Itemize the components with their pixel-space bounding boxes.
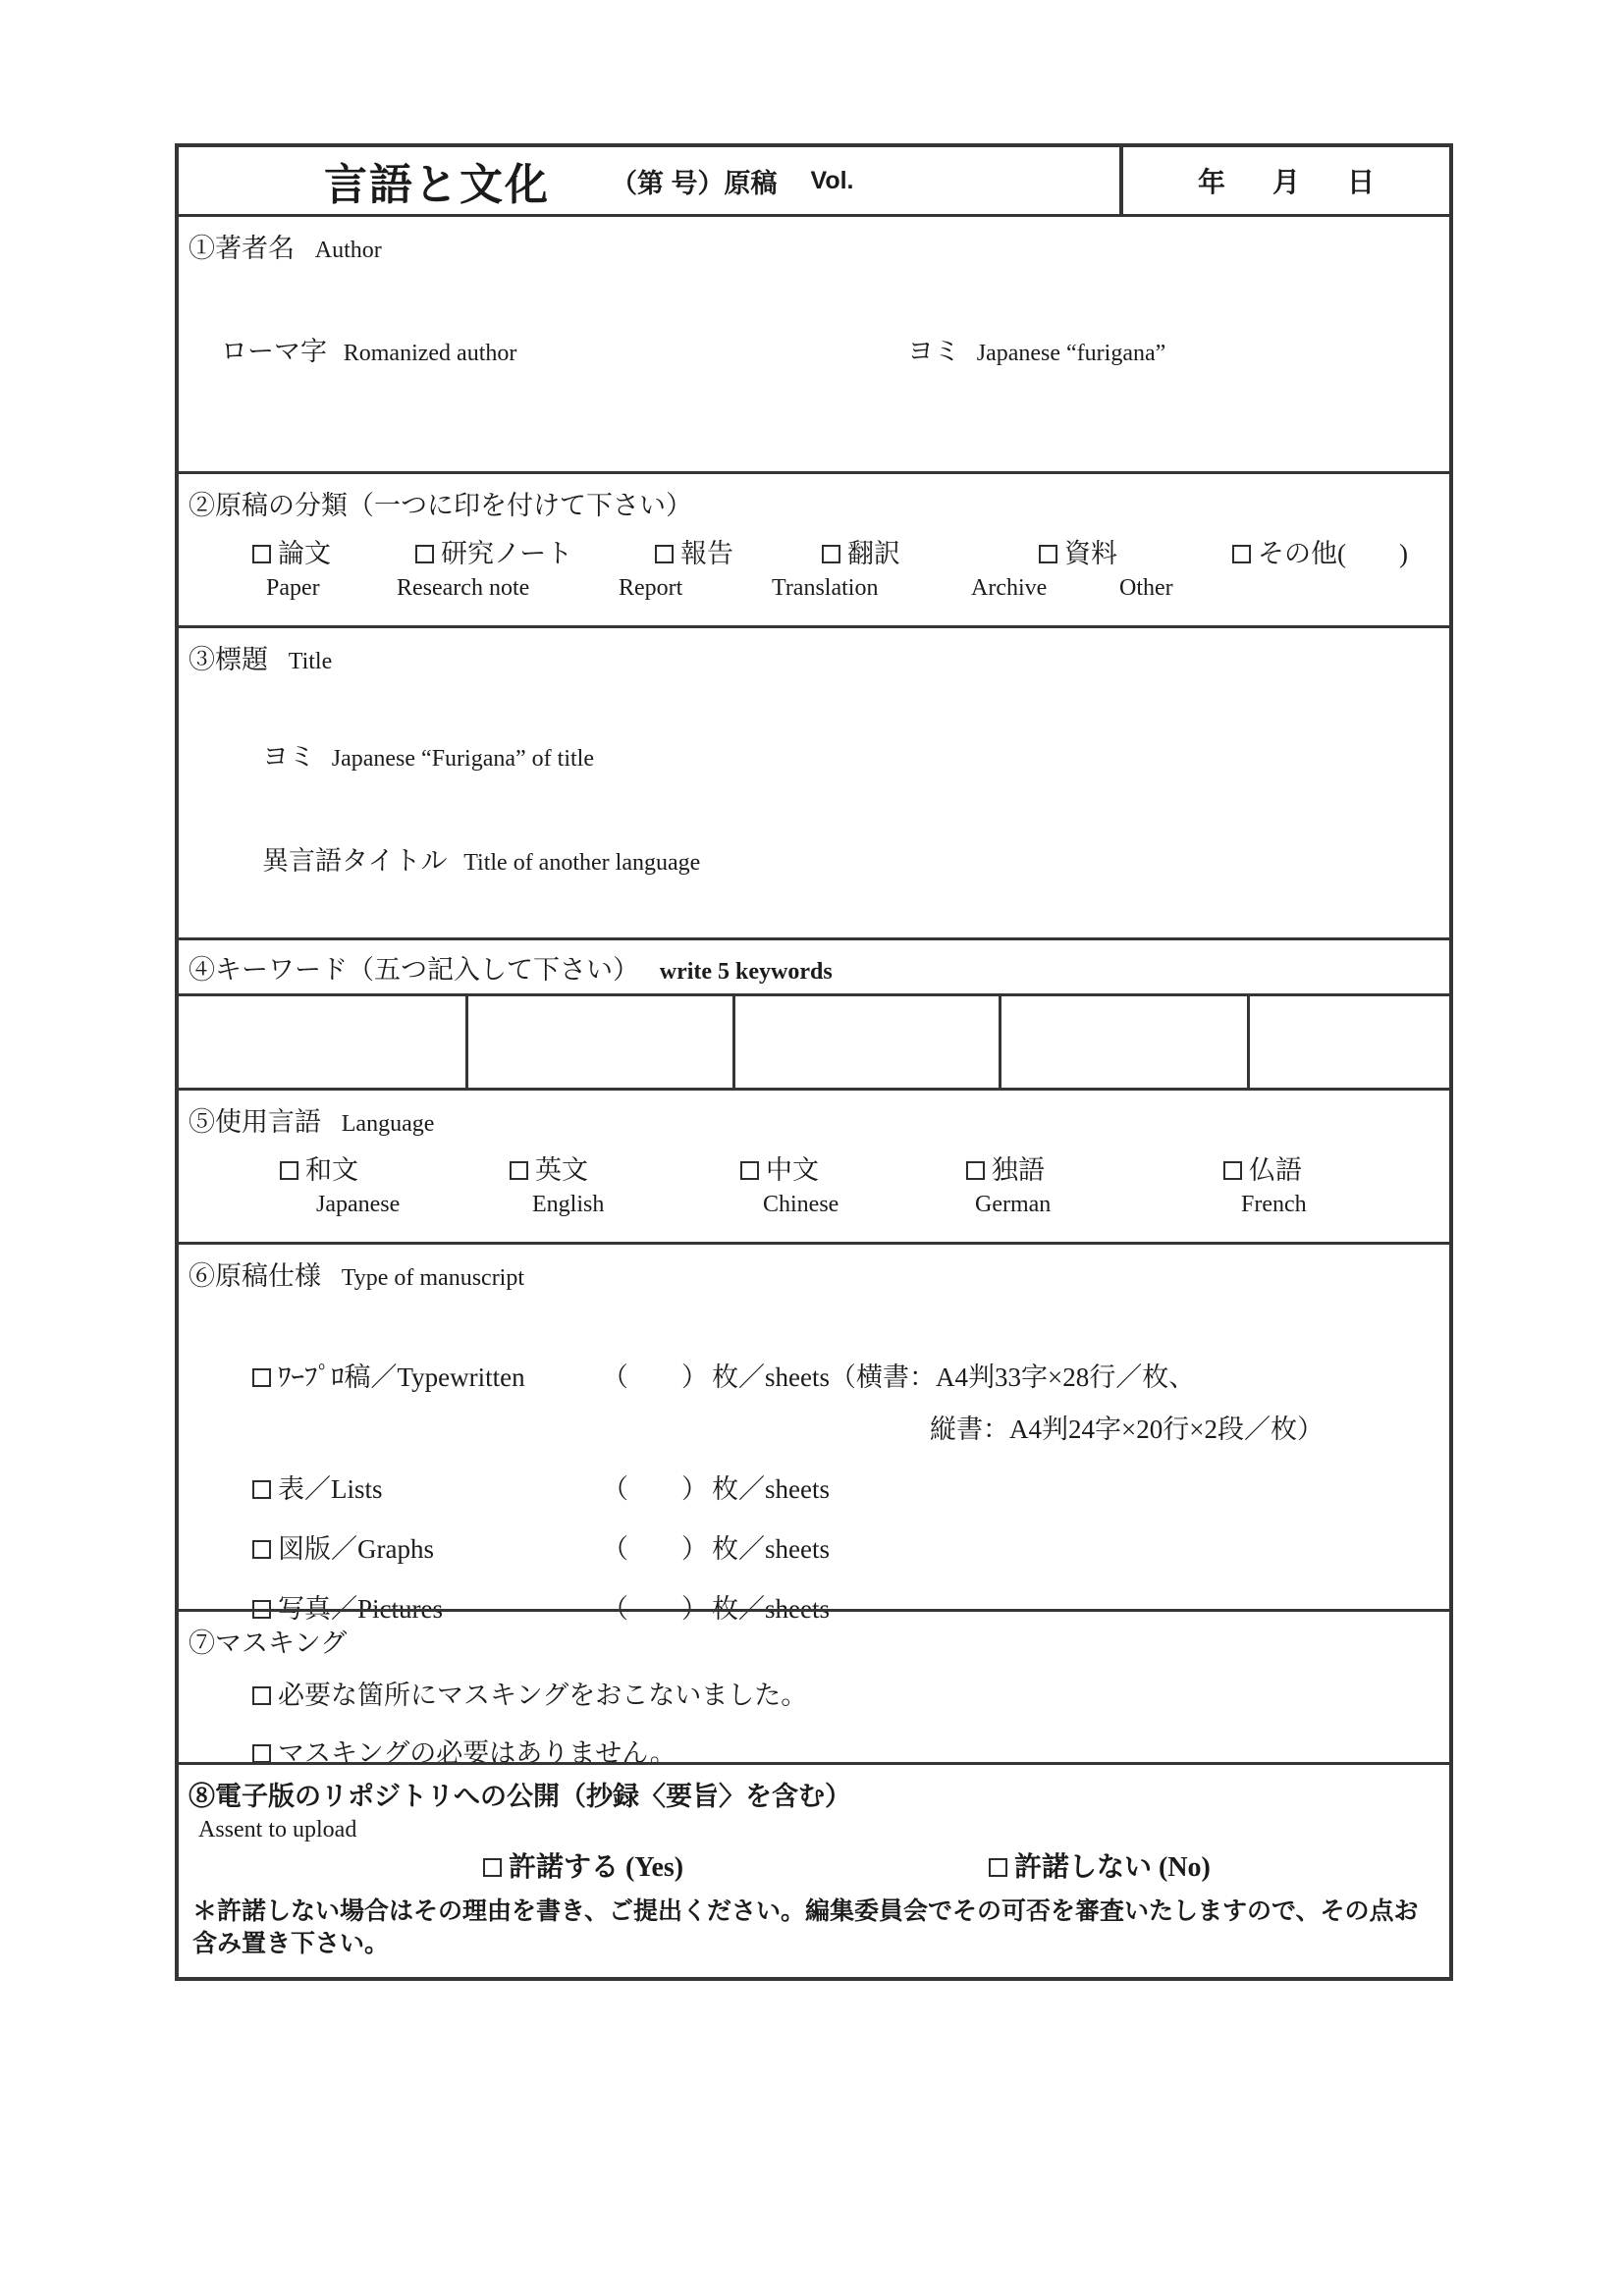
title-other-en: Title of another language bbox=[463, 850, 701, 876]
keywords-input-row bbox=[179, 993, 1449, 1088]
typewritten-unit-label: 枚／sheets bbox=[712, 1362, 830, 1392]
option-assent-yes[interactable] bbox=[483, 1845, 683, 1885]
lists-label: 表／Lists bbox=[278, 1474, 383, 1504]
option-german-label: 独語 bbox=[992, 1155, 1045, 1185]
checkbox-japanese-icon[interactable] bbox=[280, 1161, 298, 1180]
manuscript-title-en: Type of manuscript bbox=[341, 1265, 525, 1291]
language-options-row bbox=[179, 1148, 1449, 1186]
keywords-title-ja: ④キーワード（五つ記入して下さい） bbox=[189, 955, 639, 985]
masking-done-label: 必要な箇所にマスキングをおこないました。 bbox=[278, 1681, 808, 1710]
manuscript-title-ja: ⑥原稿仕様 bbox=[189, 1261, 321, 1291]
checkbox-report-icon[interactable] bbox=[655, 545, 674, 563]
title-other-ja: 異言語タイトル bbox=[262, 846, 448, 876]
option-french-label: 仏語 bbox=[1249, 1155, 1302, 1185]
section-title-title bbox=[179, 628, 1449, 676]
section-manuscript-title bbox=[179, 1245, 1449, 1293]
checkbox-lists-icon[interactable] bbox=[252, 1480, 271, 1499]
checkbox-archive-icon[interactable] bbox=[1039, 545, 1057, 563]
option-japanese-en: Japanese bbox=[316, 1192, 401, 1217]
language-title-en: Language bbox=[341, 1111, 435, 1137]
manuscript-row-typewritten bbox=[252, 1356, 1449, 1394]
lists-count-field[interactable]: （ ） bbox=[602, 1474, 708, 1504]
section-classification bbox=[179, 471, 1449, 625]
classification-options-row bbox=[179, 532, 1449, 569]
title-other-language-line bbox=[179, 839, 1449, 875]
option-research-note-en: Research note bbox=[397, 575, 530, 601]
option-report[interactable] bbox=[655, 532, 733, 570]
section-language-title bbox=[179, 1091, 1449, 1139]
option-archive-label: 資料 bbox=[1064, 539, 1117, 568]
checkbox-research-note-icon[interactable] bbox=[415, 545, 434, 563]
section-upload-title: ⑧電子版のリポジトリへの公開（抄録〈要旨〉を含む） bbox=[189, 1782, 851, 1811]
option-archive-en: Archive bbox=[971, 575, 1048, 601]
date-year-label: 年 bbox=[1197, 167, 1225, 197]
form-header bbox=[179, 147, 1449, 214]
lists-unit-label: 枚／sheets bbox=[712, 1474, 830, 1504]
option-chinese[interactable] bbox=[740, 1148, 819, 1187]
date-day-label: 日 bbox=[1346, 167, 1375, 197]
pictures-label: 写真／Pictures bbox=[278, 1594, 443, 1624]
checkbox-assent-yes-icon[interactable] bbox=[483, 1858, 502, 1877]
section-masking-title: ⑦マスキング bbox=[189, 1629, 348, 1658]
language-title-ja: ⑤使用言語 bbox=[189, 1107, 321, 1137]
pictures-count-field[interactable]: （ ） bbox=[602, 1594, 708, 1624]
checkbox-german-icon[interactable] bbox=[966, 1161, 985, 1180]
typewritten-label: ﾜｰﾌﾟﾛ稿／Typewritten bbox=[278, 1362, 525, 1392]
header-title-cell bbox=[179, 147, 1123, 214]
manuscript-submission-form bbox=[175, 143, 1453, 1981]
upload-note: ＊許諾しない場合はその理由を書き、ご提出ください。編集委員会でその可否を審査いたしますので、その点お含み置き下さい。 bbox=[192, 1898, 1419, 1957]
option-japanese-label: 和文 bbox=[305, 1155, 358, 1185]
keyword-cell-1[interactable] bbox=[179, 996, 468, 1088]
option-report-en: Report bbox=[619, 575, 683, 601]
option-other-label: その他( ) bbox=[1258, 539, 1408, 568]
option-assent-no[interactable] bbox=[989, 1845, 1211, 1885]
option-paper[interactable] bbox=[252, 532, 331, 570]
option-chinese-en: Chinese bbox=[763, 1192, 839, 1217]
keyword-cell-5[interactable] bbox=[1250, 996, 1449, 1088]
section-manuscript-type bbox=[179, 1242, 1449, 1624]
manuscript-row-graphs bbox=[252, 1527, 1449, 1566]
title-other-language-label bbox=[262, 839, 700, 878]
manuscript-row-lists bbox=[252, 1468, 1449, 1506]
journal-title: 言語と文化 bbox=[324, 161, 550, 209]
option-german[interactable] bbox=[966, 1148, 1045, 1187]
title-yomi-line bbox=[179, 735, 1449, 771]
option-translation-label: 翻訳 bbox=[847, 539, 900, 568]
assent-no-label: 許諾しない (No) bbox=[1014, 1852, 1211, 1883]
checkbox-translation-icon[interactable] bbox=[822, 545, 840, 563]
date-month-label: 月 bbox=[1271, 167, 1300, 197]
typewritten-spec-line1: （横書：A4判33字×28行／枚、 bbox=[829, 1362, 1196, 1392]
typewritten-count-field[interactable]: （ ） bbox=[602, 1362, 708, 1392]
pictures-unit-label: 枚／sheets bbox=[712, 1594, 830, 1624]
yomi-label-en: Japanese “furigana” bbox=[976, 341, 1166, 366]
section-language bbox=[179, 1088, 1449, 1242]
title-yomi-ja: ヨミ bbox=[262, 742, 315, 772]
section-keywords-header bbox=[179, 937, 1449, 993]
option-japanese[interactable] bbox=[280, 1148, 358, 1187]
section-author bbox=[179, 214, 1449, 471]
language-english-row bbox=[179, 1192, 1449, 1223]
section-title-en: Title bbox=[288, 649, 333, 674]
romaji-label-ja: ローマ字 bbox=[221, 337, 327, 366]
option-english[interactable] bbox=[510, 1148, 588, 1187]
graphs-label: 図版／Graphs bbox=[278, 1534, 434, 1564]
title-yomi-label bbox=[262, 735, 594, 774]
checkbox-typewritten-icon[interactable] bbox=[252, 1368, 271, 1387]
option-other-en: Other bbox=[1119, 575, 1173, 601]
option-report-label: 報告 bbox=[680, 539, 733, 568]
option-research-note[interactable] bbox=[415, 532, 572, 570]
assent-yes-label: 許諾する (Yes) bbox=[509, 1852, 684, 1883]
checkbox-masking-done-icon[interactable] bbox=[252, 1686, 271, 1705]
title-yomi-en: Japanese “Furigana” of title bbox=[331, 746, 594, 772]
section-title-ja: ③標題 bbox=[189, 645, 268, 674]
vol-label: Vol. bbox=[810, 166, 854, 194]
option-other[interactable] bbox=[1232, 532, 1408, 570]
checkbox-assent-no-icon[interactable] bbox=[989, 1858, 1007, 1877]
section-title bbox=[179, 625, 1449, 937]
keyword-cell-2[interactable] bbox=[468, 996, 735, 1088]
section-keywords-title bbox=[179, 940, 1449, 987]
option-archive[interactable] bbox=[1039, 532, 1117, 570]
option-translation-en: Translation bbox=[772, 575, 879, 601]
keywords-title-en: write 5 keywords bbox=[659, 959, 833, 985]
option-paper-label: 論文 bbox=[278, 539, 331, 568]
checkbox-chinese-icon[interactable] bbox=[740, 1161, 759, 1180]
issue-number-label: （第 号）原稿 bbox=[611, 168, 778, 198]
classification-english-row bbox=[179, 575, 1449, 607]
upload-subtitle: Assent to upload bbox=[198, 1817, 357, 1842]
option-german-en: German bbox=[975, 1192, 1052, 1217]
graphs-unit-label: 枚／sheets bbox=[712, 1534, 830, 1564]
section-author-title-ja: ①著者名 bbox=[189, 234, 295, 263]
option-french-en: French bbox=[1241, 1192, 1307, 1217]
section-author-title-en: Author bbox=[314, 238, 382, 263]
section-author-title bbox=[179, 217, 1449, 265]
author-yomi-label bbox=[907, 330, 1165, 368]
romanized-author-label bbox=[221, 330, 516, 368]
checkbox-french-icon[interactable] bbox=[1223, 1161, 1242, 1180]
option-chinese-label: 中文 bbox=[766, 1155, 819, 1185]
author-sub-labels bbox=[179, 330, 1449, 365]
option-french[interactable] bbox=[1223, 1148, 1302, 1187]
keyword-cell-4[interactable] bbox=[1001, 996, 1250, 1088]
section-masking bbox=[179, 1609, 1449, 1768]
option-english-label: 英文 bbox=[535, 1155, 588, 1185]
graphs-count-field[interactable]: （ ） bbox=[602, 1534, 708, 1564]
keyword-cell-3[interactable] bbox=[735, 996, 1001, 1088]
typewritten-spec-line2: 縦書：A4判24字×20行×2段／枚） bbox=[930, 1415, 1324, 1444]
option-translation[interactable] bbox=[822, 532, 900, 570]
checkbox-paper-icon[interactable] bbox=[252, 545, 271, 563]
option-english-en: English bbox=[532, 1192, 605, 1217]
section-classification-title: ②原稿の分類（一つに印を付けて下さい） bbox=[189, 491, 692, 520]
masking-not-needed-label: マスキングの必要はありません。 bbox=[278, 1738, 676, 1768]
header-date-cell bbox=[1123, 147, 1449, 214]
checkbox-other-icon[interactable] bbox=[1232, 545, 1251, 563]
checkbox-graphs-icon[interactable] bbox=[252, 1540, 271, 1559]
checkbox-english-icon[interactable] bbox=[510, 1161, 528, 1180]
yomi-label-ja: ヨミ bbox=[907, 337, 960, 366]
masking-option-done[interactable] bbox=[252, 1674, 1449, 1712]
option-research-note-label: 研究ノート bbox=[441, 539, 573, 568]
section-upload-assent bbox=[179, 1762, 1449, 1977]
romaji-label-en: Romanized author bbox=[343, 341, 517, 366]
option-paper-en: Paper bbox=[266, 575, 320, 601]
checkbox-masking-not-needed-icon[interactable] bbox=[252, 1744, 271, 1763]
upload-yesno-row bbox=[179, 1845, 1449, 1885]
